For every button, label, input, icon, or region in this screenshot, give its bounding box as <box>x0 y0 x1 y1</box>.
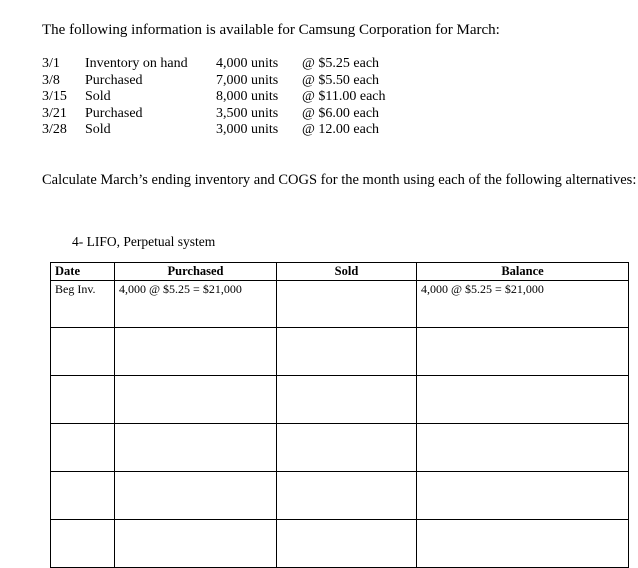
table-row <box>51 424 629 472</box>
transaction-units: 3,000 units <box>216 122 279 138</box>
cell-balance[interactable] <box>417 328 629 376</box>
transaction-date: 3/1 <box>42 56 60 71</box>
table-row <box>51 520 629 568</box>
transaction-description: Purchased <box>85 105 143 121</box>
cell-balance[interactable] <box>417 376 629 424</box>
transaction-date: 3/21 <box>42 105 67 121</box>
table-row <box>51 376 629 424</box>
header-sold: Sold <box>277 263 417 281</box>
transaction-date: 3/15 <box>42 89 67 105</box>
transaction-description: Sold <box>85 89 111 105</box>
cell-purchased[interactable] <box>115 376 277 424</box>
transaction-price: @ 12.00 each <box>302 122 380 138</box>
transaction-description: Sold <box>85 122 111 138</box>
transaction-units: 4,000 units <box>216 56 279 71</box>
part-heading: 4- LIFO, Perpetual system <box>72 234 216 249</box>
cell-purchased[interactable] <box>115 424 277 472</box>
cell-sold[interactable] <box>277 520 417 568</box>
cell-purchased[interactable] <box>115 328 277 376</box>
table-header-row <box>51 263 629 281</box>
table-row <box>51 281 629 328</box>
transaction-units: 8,000 units <box>216 89 279 105</box>
header-date: Date <box>51 263 115 281</box>
intro-text: The following information is available for Camsung Corporation for March: <box>42 22 500 38</box>
transaction-price: @ $11.00 each <box>302 89 386 105</box>
transaction-price: @ $5.50 each <box>302 72 380 88</box>
cell-balance[interactable] <box>417 424 629 472</box>
transaction-price: @ $5.25 each <box>302 56 380 71</box>
cell-date[interactable] <box>51 520 115 568</box>
header-balance: Balance <box>417 263 629 281</box>
transaction-units: 3,500 units <box>216 105 279 121</box>
cell-sold[interactable] <box>277 328 417 376</box>
transaction-description: Purchased <box>85 72 143 88</box>
transaction-units: 7,000 units <box>216 72 279 88</box>
cell-sold[interactable] <box>277 376 417 424</box>
cell-date[interactable]: Beg Inv. <box>51 281 115 328</box>
header-purchased: Purchased <box>115 263 277 281</box>
table-row <box>51 328 629 376</box>
transaction-description: Inventory on hand <box>85 56 188 71</box>
cell-date[interactable] <box>51 328 115 376</box>
cell-balance[interactable] <box>417 472 629 520</box>
lifo-ledger-table <box>50 262 629 568</box>
transaction-date: 3/8 <box>42 72 60 88</box>
cell-sold[interactable] <box>277 472 417 520</box>
cell-purchased[interactable] <box>115 472 277 520</box>
cell-balance[interactable]: 4,000 @ $5.25 = $21,000 <box>417 281 629 328</box>
transaction-price: @ $6.00 each <box>302 105 380 121</box>
cell-purchased[interactable] <box>115 520 277 568</box>
cell-date[interactable] <box>51 376 115 424</box>
cell-sold[interactable] <box>277 281 417 328</box>
cell-purchased[interactable]: 4,000 @ $5.25 = $21,000 <box>115 281 277 328</box>
table-row <box>51 472 629 520</box>
instruction-text: Calculate March’s ending inventory and COGS for the month using each of the following alternatives: <box>42 172 637 188</box>
cell-date[interactable] <box>51 424 115 472</box>
cell-date[interactable] <box>51 472 115 520</box>
cell-balance[interactable] <box>417 520 629 568</box>
cell-sold[interactable] <box>277 424 417 472</box>
transaction-date: 3/28 <box>42 122 67 138</box>
